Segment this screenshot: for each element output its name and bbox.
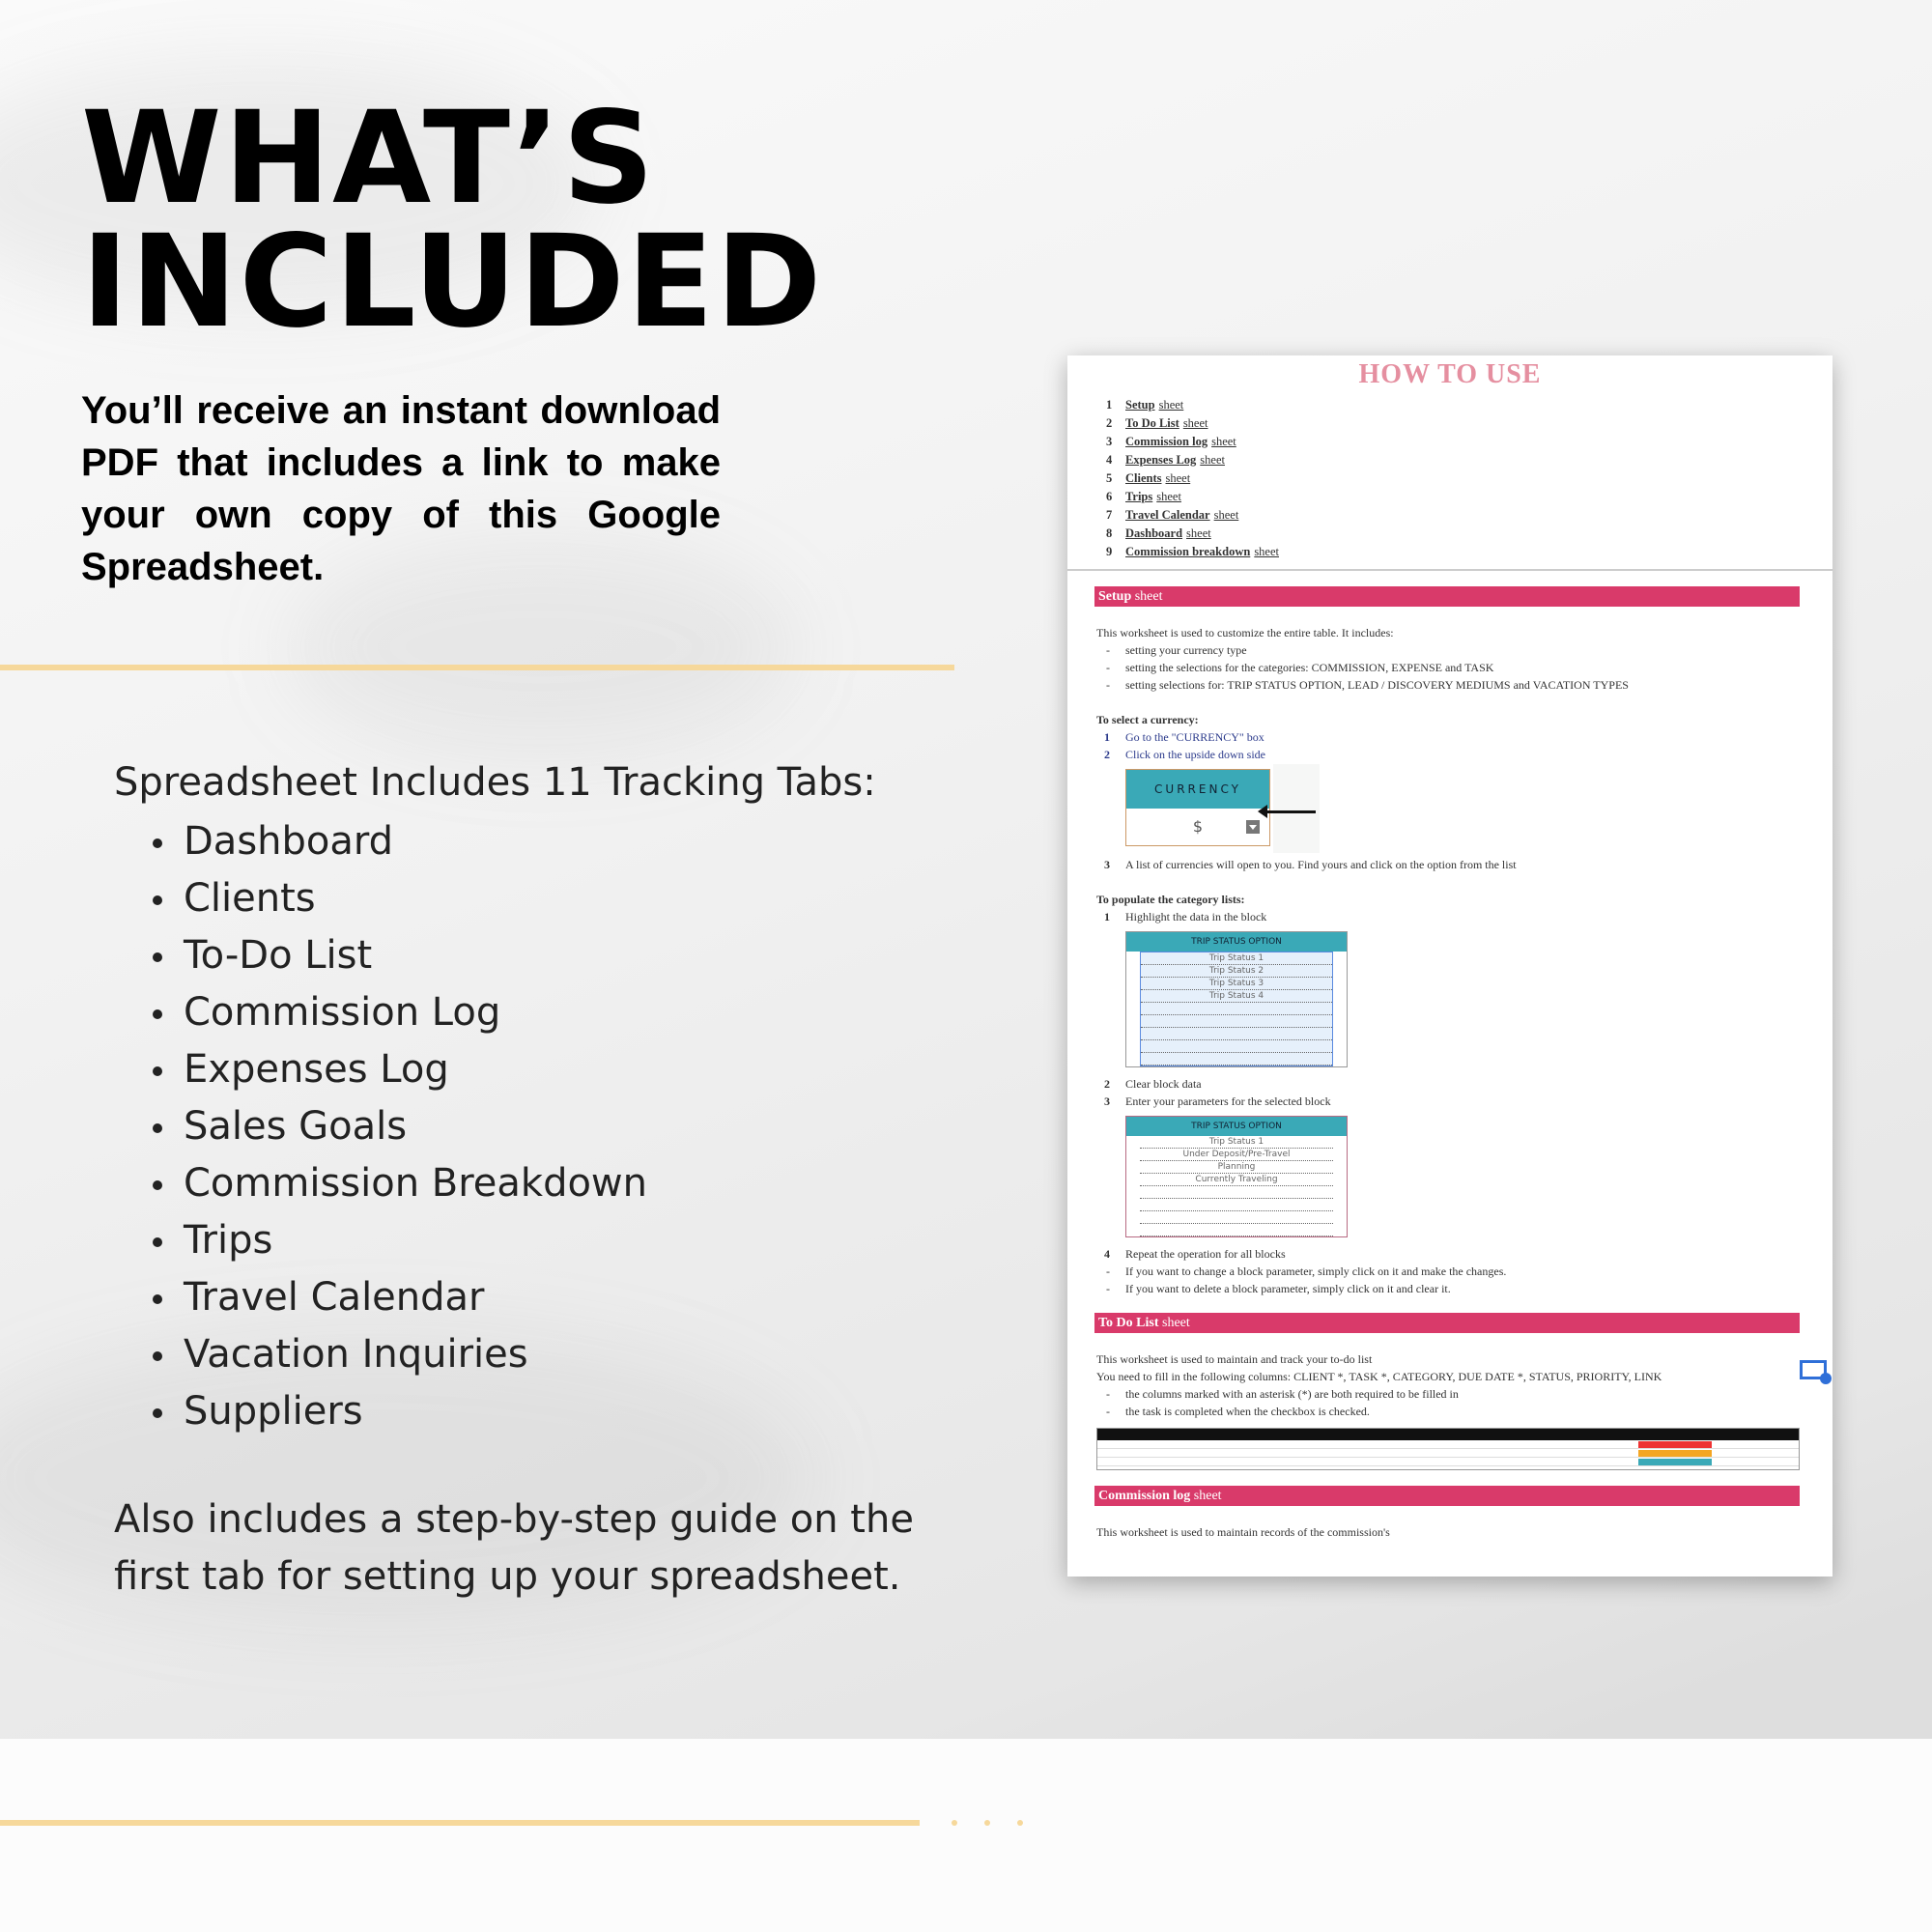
page-title — [81, 84, 951, 356]
block-cell[interactable] — [1141, 1053, 1332, 1065]
block-cell[interactable] — [1140, 1186, 1333, 1199]
doc-title: HOW TO USE — [1358, 359, 1542, 389]
section-bar-todo: To Do List sheet — [1094, 1313, 1800, 1333]
block-cell[interactable] — [1141, 1028, 1332, 1040]
tabs-list — [114, 813, 983, 1440]
currency-label: CURRENCY — [1126, 770, 1269, 809]
toc-row[interactable]: 1 Setup sheet — [1106, 398, 1184, 412]
block-cell[interactable] — [1140, 1199, 1333, 1211]
currency-step: 3 A list of currencies will open to you. Find yours and click on the option from the list — [1104, 858, 1517, 871]
section-bar-commission: Commission log sheet — [1094, 1486, 1800, 1506]
pointer-arrow-icon — [1265, 810, 1316, 813]
table-row — [1097, 1449, 1799, 1458]
table-row — [1097, 1458, 1799, 1466]
list-item: Expenses Log — [149, 1041, 983, 1098]
title-line-2: INCLUDED — [81, 208, 824, 356]
commission-line: This worksheet is used to maintain records of the commission's — [1096, 1525, 1390, 1539]
dropdown-arrow-icon[interactable] — [1246, 820, 1260, 834]
repeat-step: 4 Repeat the operation for all blocks — [1104, 1247, 1286, 1261]
decorative-dots — [952, 1820, 1023, 1826]
block-header: TRIP STATUS OPTION — [1126, 1117, 1347, 1136]
list-item: Commission Breakdown — [149, 1155, 983, 1212]
bottom-band — [0, 1739, 1932, 1932]
table-row — [1097, 1440, 1799, 1449]
block-highlighted — [1125, 931, 1348, 1067]
populate-heading: To populate the category lists: — [1096, 893, 1245, 906]
setup-intro: This worksheet is used to customize the entire table. It includes: — [1096, 626, 1394, 639]
toc-row[interactable]: 3 Commission log sheet — [1106, 435, 1236, 448]
block-cell[interactable] — [1141, 1015, 1332, 1028]
block-cell[interactable]: Trip Status 1 — [1141, 952, 1332, 965]
guide-text: Also includes a step-by-step guide on the first tab for setting up your spreadsheet. — [114, 1497, 914, 1599]
toc-row[interactable]: 4 Expenses Log sheet — [1106, 453, 1225, 467]
block-filled — [1125, 1116, 1348, 1237]
intro-text: You’ll receive an instant download PDF that includes a link to make your own copy of this Google Spreadsheet. — [81, 389, 721, 588]
currency-side-panel — [1273, 764, 1320, 853]
toc-row[interactable]: 9 Commission breakdown sheet — [1106, 545, 1279, 558]
selection-handle-icon[interactable] — [1800, 1360, 1827, 1379]
block-cell[interactable] — [1141, 1003, 1332, 1015]
list-item: Suppliers — [149, 1383, 983, 1440]
section-bar-setup: Setup sheet — [1094, 586, 1800, 607]
doc-toc — [1106, 396, 1833, 561]
populate-step: 1 Highlight the data in the block — [1104, 910, 1267, 923]
currency-step: 1 Go to the "CURRENCY" box — [1104, 730, 1264, 744]
tabs-section — [114, 755, 983, 1440]
toc-row[interactable]: 6 Trips sheet — [1106, 490, 1181, 503]
doc-divider — [1067, 569, 1833, 571]
toc-row[interactable]: 2 To Do List sheet — [1106, 416, 1208, 430]
list-item: Dashboard — [149, 813, 983, 870]
todo-note: - the task is completed when the checkbox is checked. — [1106, 1405, 1370, 1418]
block-cell[interactable]: Planning — [1140, 1161, 1333, 1174]
currency-heading: To select a currency: — [1096, 713, 1199, 726]
title-line-1: WHAT’S — [81, 84, 657, 233]
list-item: Commission Log — [149, 984, 983, 1041]
divider-top — [0, 665, 954, 670]
currency-value: $ — [1192, 817, 1204, 836]
currency-box — [1125, 769, 1270, 846]
block-header: TRIP STATUS OPTION — [1126, 932, 1347, 952]
list-item: Sales Goals — [149, 1098, 983, 1155]
block-cell[interactable] — [1140, 1224, 1333, 1236]
block-cell[interactable]: Trip Status 1 — [1140, 1136, 1333, 1149]
toc-row[interactable]: 7 Travel Calendar sheet — [1106, 508, 1239, 522]
list-item: Travel Calendar — [149, 1269, 983, 1326]
guide-preview — [1067, 355, 1833, 1577]
currency-step: 2 Click on the upside down side — [1104, 748, 1265, 761]
setup-bullet: - setting the selections for the categories: COMMISSION, EXPENSE and TASK — [1106, 661, 1494, 674]
setup-note: - If you want to delete a block parameter, simply click on it and clear it. — [1106, 1282, 1451, 1295]
block-cell[interactable]: Trip Status 3 — [1141, 978, 1332, 990]
setup-bullet: - setting your currency type — [1106, 643, 1247, 657]
block-cell[interactable] — [1140, 1211, 1333, 1224]
todo-line: This worksheet is used to maintain and track your to-do list — [1096, 1352, 1373, 1366]
block-cell[interactable]: Under Deposit/Pre-Travel — [1140, 1149, 1333, 1161]
list-item: Clients — [149, 870, 983, 927]
populate-step: 2 Clear block data — [1104, 1077, 1202, 1091]
setup-note: - If you want to change a block parameter, simply click on it and make the changes. — [1106, 1264, 1507, 1278]
todo-table-preview — [1096, 1428, 1800, 1470]
block-cell[interactable] — [1141, 1040, 1332, 1053]
divider-bottom — [0, 1820, 920, 1826]
tabs-lead: Spreadsheet Includes 11 Tracking Tabs: — [114, 760, 876, 805]
table-header — [1097, 1429, 1799, 1440]
todo-line: You need to fill in the following columns: CLIENT *, TASK *, CATEGORY, DUE DATE *, STATUS, PRIORITY, LINK — [1096, 1370, 1662, 1383]
toc-row[interactable]: 5 Clients sheet — [1106, 471, 1191, 485]
toc-row[interactable]: 8 Dashboard sheet — [1106, 526, 1211, 540]
populate-step: 3 Enter your parameters for the selected block — [1104, 1094, 1331, 1108]
block-cell[interactable]: Currently Traveling — [1140, 1174, 1333, 1186]
list-item: Vacation Inquiries — [149, 1326, 983, 1383]
setup-bullet: - setting selections for: TRIP STATUS OPTION, LEAD / DISCOVERY MEDIUMS and VACATION TYPES — [1106, 678, 1629, 692]
todo-note: - the columns marked with an asterisk (*) are both required to be filled in — [1106, 1387, 1459, 1401]
block-cell[interactable]: Trip Status 4 — [1141, 990, 1332, 1003]
block-cell[interactable]: Trip Status 2 — [1141, 965, 1332, 978]
list-item: Trips — [149, 1212, 983, 1269]
list-item: To-Do List — [149, 927, 983, 984]
